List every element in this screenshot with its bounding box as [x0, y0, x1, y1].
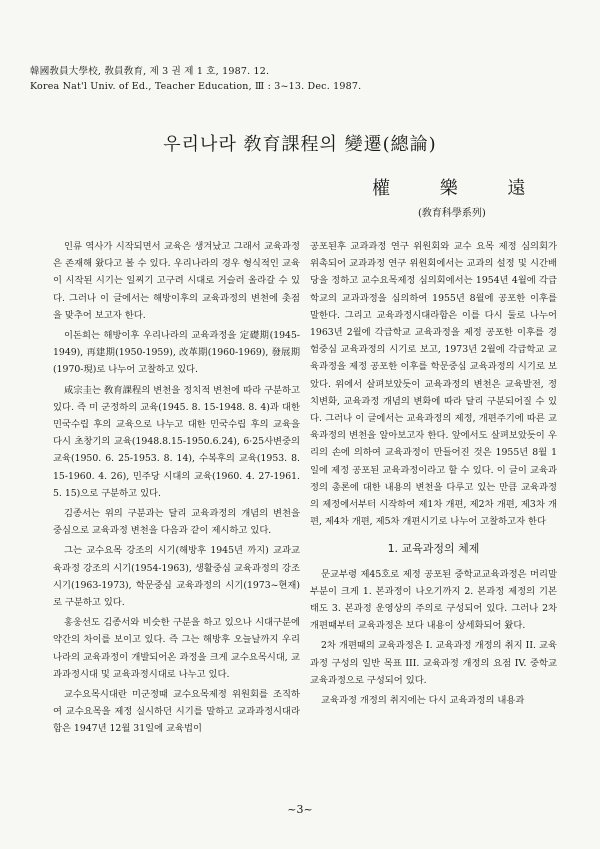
- left-column: [53, 238, 300, 741]
- section-heading: 1. 교육과정의 체제: [387, 542, 480, 556]
- paragraph: 咸宗圭는 敎育課程의 변천을 정치적 변천에 따라 구분하고 있다. 즉 미 군정하의 교육(1945. 8. 15-1948. 8. 4)과 대한민국수립 후의 교육으로 나누고 대한 민국수립 후의 교육을 다시 초창기의 교육(1948.8.15-1950.6.24), 6·25사변중의 교육(1950. 6. 25-1953. 8. 14), 수복후의 교육(1953. 8. 15-1960. 4. 26), 민주당 시대의 교육(1960. 4. 27-1961. 5. 15)으로 구분하고 있다.: [53, 384, 300, 499]
- paragraph: 김종서는 위의 구분과는 달리 교육과정의 개념의 변천을 중심으로 교육과정 변천을 다음과 같이 제시하고 있다.: [53, 508, 300, 537]
- paragraph: 이돈희는 해방이후 우리나라의 교육과정을 定礎期(1945-1949), 再建期(1950-1959), 改革期(1960-1969), 發展期(1970-現)로 나누어 고찰하고 있다.: [53, 330, 300, 376]
- paragraph: 교육과정 개정의 취지에는 다시 교육과정의 내용과: [321, 695, 525, 707]
- paragraph: 교수요목시대란 미군정때 교수요목제정 위원회를 조직하여 교수요목을 제정 실시하던 시기를 말하고 교과과정시대라 함은 1947년 12월 31일에 교육법이: [53, 689, 300, 735]
- paragraph: 인류 역사가 시작되면서 교육은 생겨났고 그래서 교육과정은 존재해 왔다고 볼 수 있다. 우리나라의 경우 형식적인 교육이 시작된 시기는 일찌기 고구려 시대로 거슬러 올라갈 수 있다. 그러나 이 글에서는 해방이후의 교육과정의 변천에 촛점을 맞추어 보고자 한다.: [53, 241, 300, 321]
- author-name: 權 樂 遠: [372, 178, 548, 199]
- journal-citation-english: Korea Nat'l Univ. of Ed., Teacher Education, Ⅲ : 3~13. Dec. 1987.: [30, 81, 362, 92]
- paper-title: 우리나라 敎育課程의 變遷(總論): [163, 134, 437, 155]
- author-affiliation: (敎育科學系列): [418, 208, 486, 219]
- journal-citation-korean: 韓國敎員大學校, 敎員敎育, 제 3 권 제 1 호, 1987. 12.: [30, 66, 270, 77]
- right-column: [310, 238, 557, 712]
- paragraph: 문교부령 제45호로 제정 공포된 중학교교육과정은 머리말 부분이 크게 1. 본과정이 나오기까지 2. 본과정 제정의 기본 태도 3. 본과정 운영상의 주의로 구성되어 있다. 그러나 2차 개편때부터 교육과정은 보다 내용이 상세화되어 왔다.: [310, 568, 557, 632]
- paragraph: 2차 개편때의 교육과정은 I. 교육과정 개정의 취지 II. 교육과정 구성의 일반 목표 III. 교육과정 개정의 요점 IV. 중학교 교육과정으로 구성되어 있다.: [310, 640, 557, 686]
- paragraph: 그는 교수요목 강조의 시기(해방후 1945년 까지) 교과교육과정 강조의 시기(1954-1963), 생활중심 교육과정의 강조 시기(1963-1973), 학문중심 교육과정의 시기(1973~현재)로 구분하고 있다.: [53, 545, 300, 609]
- paragraph: 홍웅선도 김종서와 비슷한 구분을 하고 있으나 시대구분에 약간의 차이를 보이고 있다. 즉 그는 해방후 오늘날까지 우리나라의 교육과정이 개발되어온 과정을 크게 교수요목시대, 교과과정시대 및 교육과정시대로 나누고 있다.: [53, 617, 300, 680]
- journal-header: [30, 64, 530, 94]
- paragraph: 공포된후 교과과정 연구 위원회와 교수 요목 제정 심의회가 위촉되어 교과과정 연구 위원회에서는 교과의 설정 및 시간배당을 정하고 교수요목제정 심의회에서는 1954년 4월에 각급학교의 교과과정을 심의하여 1955년 8월에 공포한 이후를 말한다. 그리고 교육과정시대라함은 이를 다시 둘로 나누어 1963년 2월에 각급학교 교육과정을 제정 공포한 이후를 경험중심 교육과정의 시기로 보고, 1973년 2월에 각급학교 교육과정을 제정 공포한 이후를 학문중심 교육과정의 시기로 보았다. 위에서 살펴보았듯이 교육과정의 변천은 교육발전, 정치변화, 교육과정 개념의 변화에 따라 달리 구분되어질 수 있다. 그러나 이 글에서는 교육과정의 제정, 개편주기에 따른 교육과정의 변천을 알아보고자 한다. 앞에서도 살펴보았듯이 우리의 손에 의하여 교육과정이 만들어진 것은 1955년 8월 1일에 제정 공포된 교육과정이라고 할 수 있다. 이 글이 교육과정의 총론에 대한 내용의 변천을 다루고 있는 만큼 교육과정의 제정에서부터 시작하여 제1차 개편, 제2차 개편, 제3차 개편, 제4차 개편, 제5차 개편시기로 나누어 고찰하고자 한다: [310, 241, 557, 528]
- page-number: ~3~: [287, 803, 313, 816]
